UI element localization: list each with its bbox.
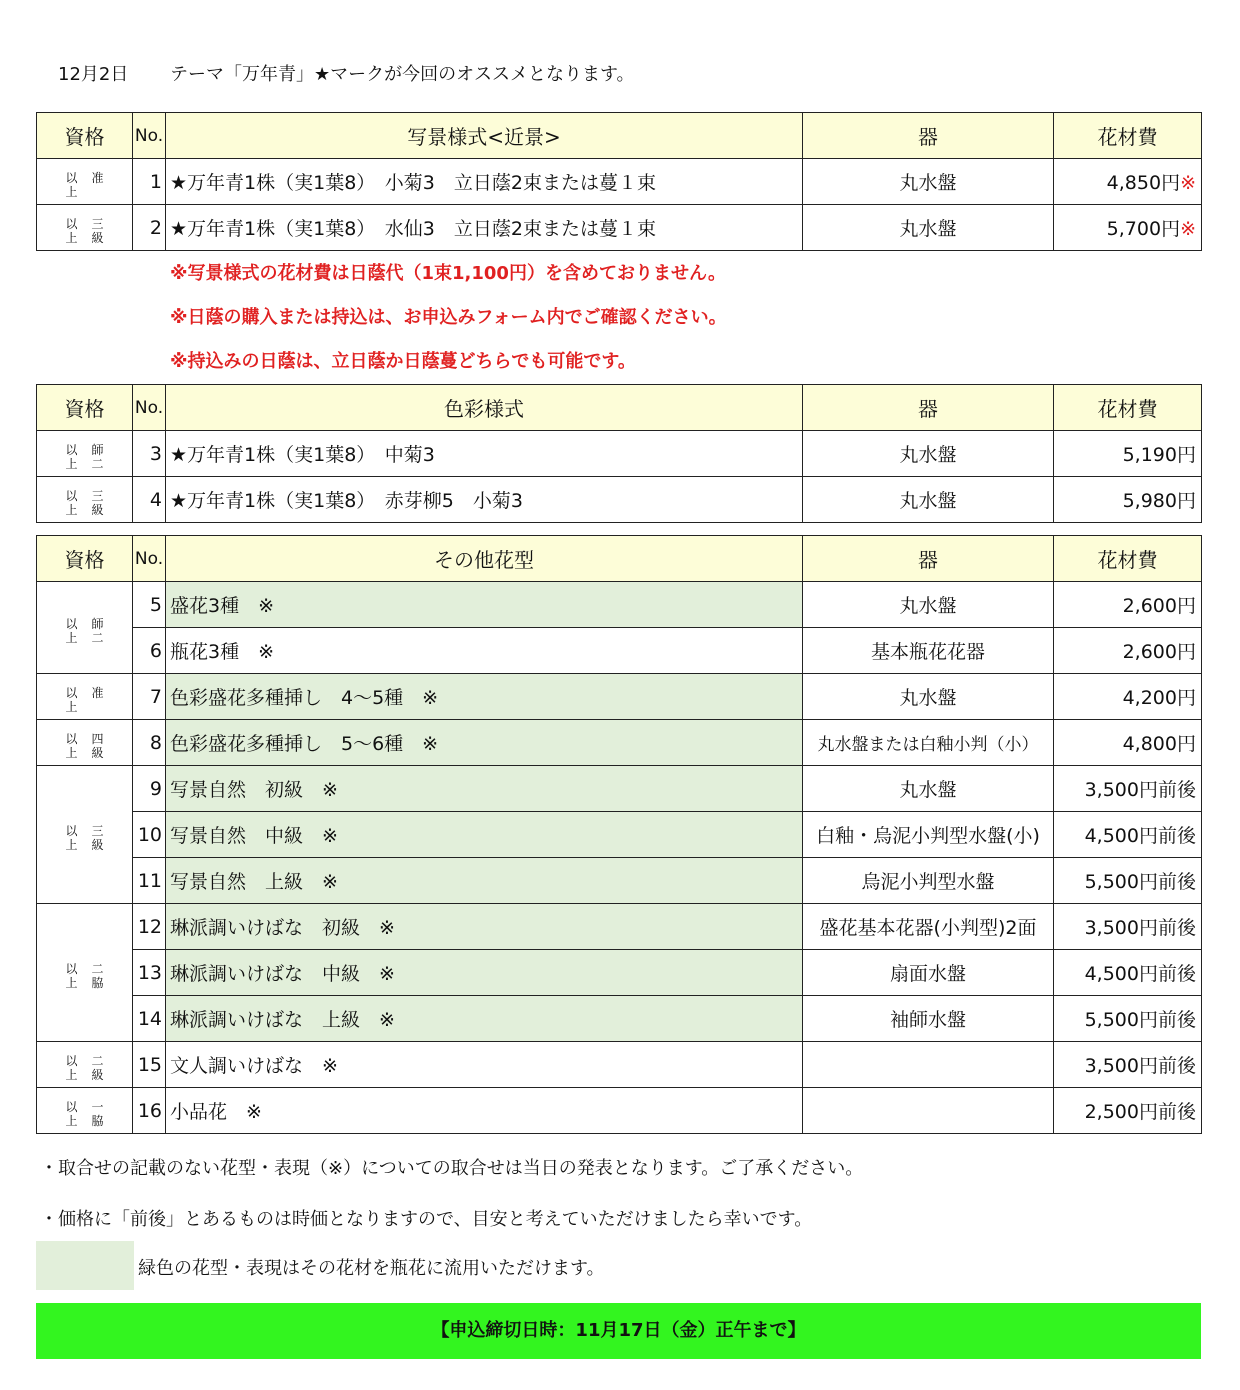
page-header [58, 60, 635, 86]
table-row [37, 950, 1202, 996]
table-header-row [37, 113, 1202, 159]
row-price: 5,500円前後 [1054, 858, 1202, 904]
row-vessel: 扇面水盤 [803, 950, 1054, 996]
table-row [37, 159, 1202, 205]
row-desc: 写景自然 中級 ※ [166, 812, 803, 858]
row-price: 4,500円前後 [1054, 950, 1202, 996]
row-desc: 写景自然 初級 ※ [166, 766, 803, 812]
row-vessel: 丸水盤 [803, 477, 1054, 523]
qual-cell: 以 准 上 [37, 674, 133, 720]
table-row [37, 766, 1202, 812]
note-line: ※写景様式の花材費は日蔭代（1束1,100円）を含めておりません。 [170, 263, 727, 284]
table-row [37, 582, 1202, 628]
row-price: 3,500円前後 [1054, 904, 1202, 950]
table-row [37, 812, 1202, 858]
row-number: 6 [133, 628, 166, 674]
qual-cell: 以 二 上 級 [37, 1042, 133, 1088]
row-vessel [803, 1088, 1054, 1134]
deadline-banner: 【申込締切日時：11月17日（金）正午まで】 [36, 1303, 1201, 1359]
row-desc: 琳派調いけばな 中級 ※ [166, 950, 803, 996]
row-desc: 文人調いけばな ※ [166, 1042, 803, 1088]
row-vessel: 丸水盤 [803, 766, 1054, 812]
qual-cell: 以 四 上 級 [37, 720, 133, 766]
col-price: 花材費 [1054, 385, 1202, 431]
shakei-notes [170, 252, 727, 384]
row-desc: 色彩盛花多種挿し 5～6種 ※ [166, 720, 803, 766]
row-vessel: 丸水盤 [803, 205, 1054, 251]
row-desc: 瓶花3種 ※ [166, 628, 803, 674]
row-number: 13 [133, 950, 166, 996]
row-desc: 琳派調いけばな 初級 ※ [166, 904, 803, 950]
col-no: No. [133, 113, 166, 159]
col-style: その他花型 [166, 536, 803, 582]
row-price: 3,500円前後 [1054, 1042, 1202, 1088]
row-price: 4,200円 [1054, 674, 1202, 720]
row-desc: ★万年青1株（実1葉8） 中菊3 [166, 431, 803, 477]
col-no: No. [133, 385, 166, 431]
table-row [37, 477, 1202, 523]
table-row [37, 904, 1202, 950]
row-number: 2 [133, 205, 166, 251]
row-number: 4 [133, 477, 166, 523]
row-desc: ★万年青1株（実1葉8） 水仙3 立日蔭2束または蔓１束 [166, 205, 803, 251]
theme-text: テーマ「万年青」★マークが今回のオススメとなります。 [170, 64, 635, 85]
table-row [37, 205, 1202, 251]
footer-note-2: ・価格に「前後」とあるものは時価となりますので、目安と考えていただけましたら幸いです。 [40, 1209, 813, 1230]
row-vessel: 丸水盤 [803, 431, 1054, 477]
row-desc: 小品花 ※ [166, 1088, 803, 1134]
note-mark: ※ [1180, 172, 1196, 194]
table-shikisai [36, 384, 1202, 523]
row-price: 2,600円 [1054, 628, 1202, 674]
qual-cell: 以 二 上 脇 [37, 904, 133, 1042]
qual-cell: 以 師 上 二 [37, 582, 133, 674]
qual-cell: 以 三 上 級 [37, 766, 133, 904]
qual-cell: 以 一 上 脇 [37, 1088, 133, 1134]
row-number: 10 [133, 812, 166, 858]
table-row [37, 1088, 1202, 1134]
row-vessel: 白釉・烏泥小判型水盤(小) [803, 812, 1054, 858]
col-qual: 資格 [37, 536, 133, 582]
col-vessel: 器 [803, 385, 1054, 431]
row-price: 5,500円前後 [1054, 996, 1202, 1042]
table-row [37, 674, 1202, 720]
row-price: 3,500円前後 [1054, 766, 1202, 812]
row-price: 2,600円 [1054, 582, 1202, 628]
qual-cell: 以 師 上 二 [37, 431, 133, 477]
row-vessel: 丸水盤 [803, 582, 1054, 628]
table-row [37, 628, 1202, 674]
col-vessel: 器 [803, 113, 1054, 159]
col-qual: 資格 [37, 385, 133, 431]
row-number: 16 [133, 1088, 166, 1134]
qual-cell: 以 准 上 [37, 159, 133, 205]
note-line: ※日蔭の購入または持込は、お申込みフォーム内でご確認ください。 [170, 307, 727, 328]
row-price: 4,500円前後 [1054, 812, 1202, 858]
row-desc: 色彩盛花多種挿し 4～5種 ※ [166, 674, 803, 720]
row-desc: 写景自然 上級 ※ [166, 858, 803, 904]
row-number: 15 [133, 1042, 166, 1088]
note-mark: ※ [1180, 218, 1196, 240]
row-vessel: 丸水盤または白釉小判（小） [803, 720, 1054, 766]
row-desc: ★万年青1株（実1葉8） 赤芽柳5 小菊3 [166, 477, 803, 523]
table-row [37, 720, 1202, 766]
col-vessel: 器 [803, 536, 1054, 582]
qual-cell: 以 三 上 級 [37, 477, 133, 523]
row-price: 5,700円※ [1054, 205, 1202, 251]
table-sonota [36, 535, 1202, 1134]
row-number: 11 [133, 858, 166, 904]
green-legend-text: 緑色の花型・表現はその花材を瓶花に流用いただけます。 [138, 1258, 605, 1279]
table-row [37, 1042, 1202, 1088]
row-number: 7 [133, 674, 166, 720]
row-number: 12 [133, 904, 166, 950]
row-number: 1 [133, 159, 166, 205]
table-shakei [36, 112, 1202, 251]
row-vessel: 丸水盤 [803, 674, 1054, 720]
event-date: 12月2日 [58, 64, 129, 85]
row-number: 8 [133, 720, 166, 766]
table-header-row [37, 536, 1202, 582]
col-qual: 資格 [37, 113, 133, 159]
table-row [37, 858, 1202, 904]
green-legend-swatch [36, 1241, 134, 1290]
col-price: 花材費 [1054, 113, 1202, 159]
row-number: 3 [133, 431, 166, 477]
row-number: 5 [133, 582, 166, 628]
row-number: 9 [133, 766, 166, 812]
row-desc: 盛花3種 ※ [166, 582, 803, 628]
row-price: 4,850円※ [1054, 159, 1202, 205]
table-row [37, 996, 1202, 1042]
row-desc: 琳派調いけばな 上級 ※ [166, 996, 803, 1042]
row-price: 2,500円前後 [1054, 1088, 1202, 1134]
row-vessel: 烏泥小判型水盤 [803, 858, 1054, 904]
note-line: ※持込みの日蔭は、立日蔭か日蔭蔓どちらでも可能です。 [170, 351, 636, 372]
qual-cell: 以 三 上 級 [37, 205, 133, 251]
col-style: 色彩様式 [166, 385, 803, 431]
row-vessel [803, 1042, 1054, 1088]
col-price: 花材費 [1054, 536, 1202, 582]
col-no: No. [133, 536, 166, 582]
row-price: 5,190円 [1054, 431, 1202, 477]
row-vessel: 盛花基本花器(小判型)2面 [803, 904, 1054, 950]
row-price: 5,980円 [1054, 477, 1202, 523]
row-price: 4,800円 [1054, 720, 1202, 766]
row-number: 14 [133, 996, 166, 1042]
footer-note-1: ・取合せの記載のない花型・表現（※）についての取合せは当日の発表となります。ご了承ください。 [40, 1158, 864, 1179]
col-style: 写景様式<近景> [166, 113, 803, 159]
table-header-row [37, 385, 1202, 431]
row-desc: ★万年青1株（実1葉8） 小菊3 立日蔭2束または蔓１束 [166, 159, 803, 205]
table-row [37, 431, 1202, 477]
row-vessel: 丸水盤 [803, 159, 1054, 205]
row-vessel: 基本瓶花花器 [803, 628, 1054, 674]
row-vessel: 袖師水盤 [803, 996, 1054, 1042]
